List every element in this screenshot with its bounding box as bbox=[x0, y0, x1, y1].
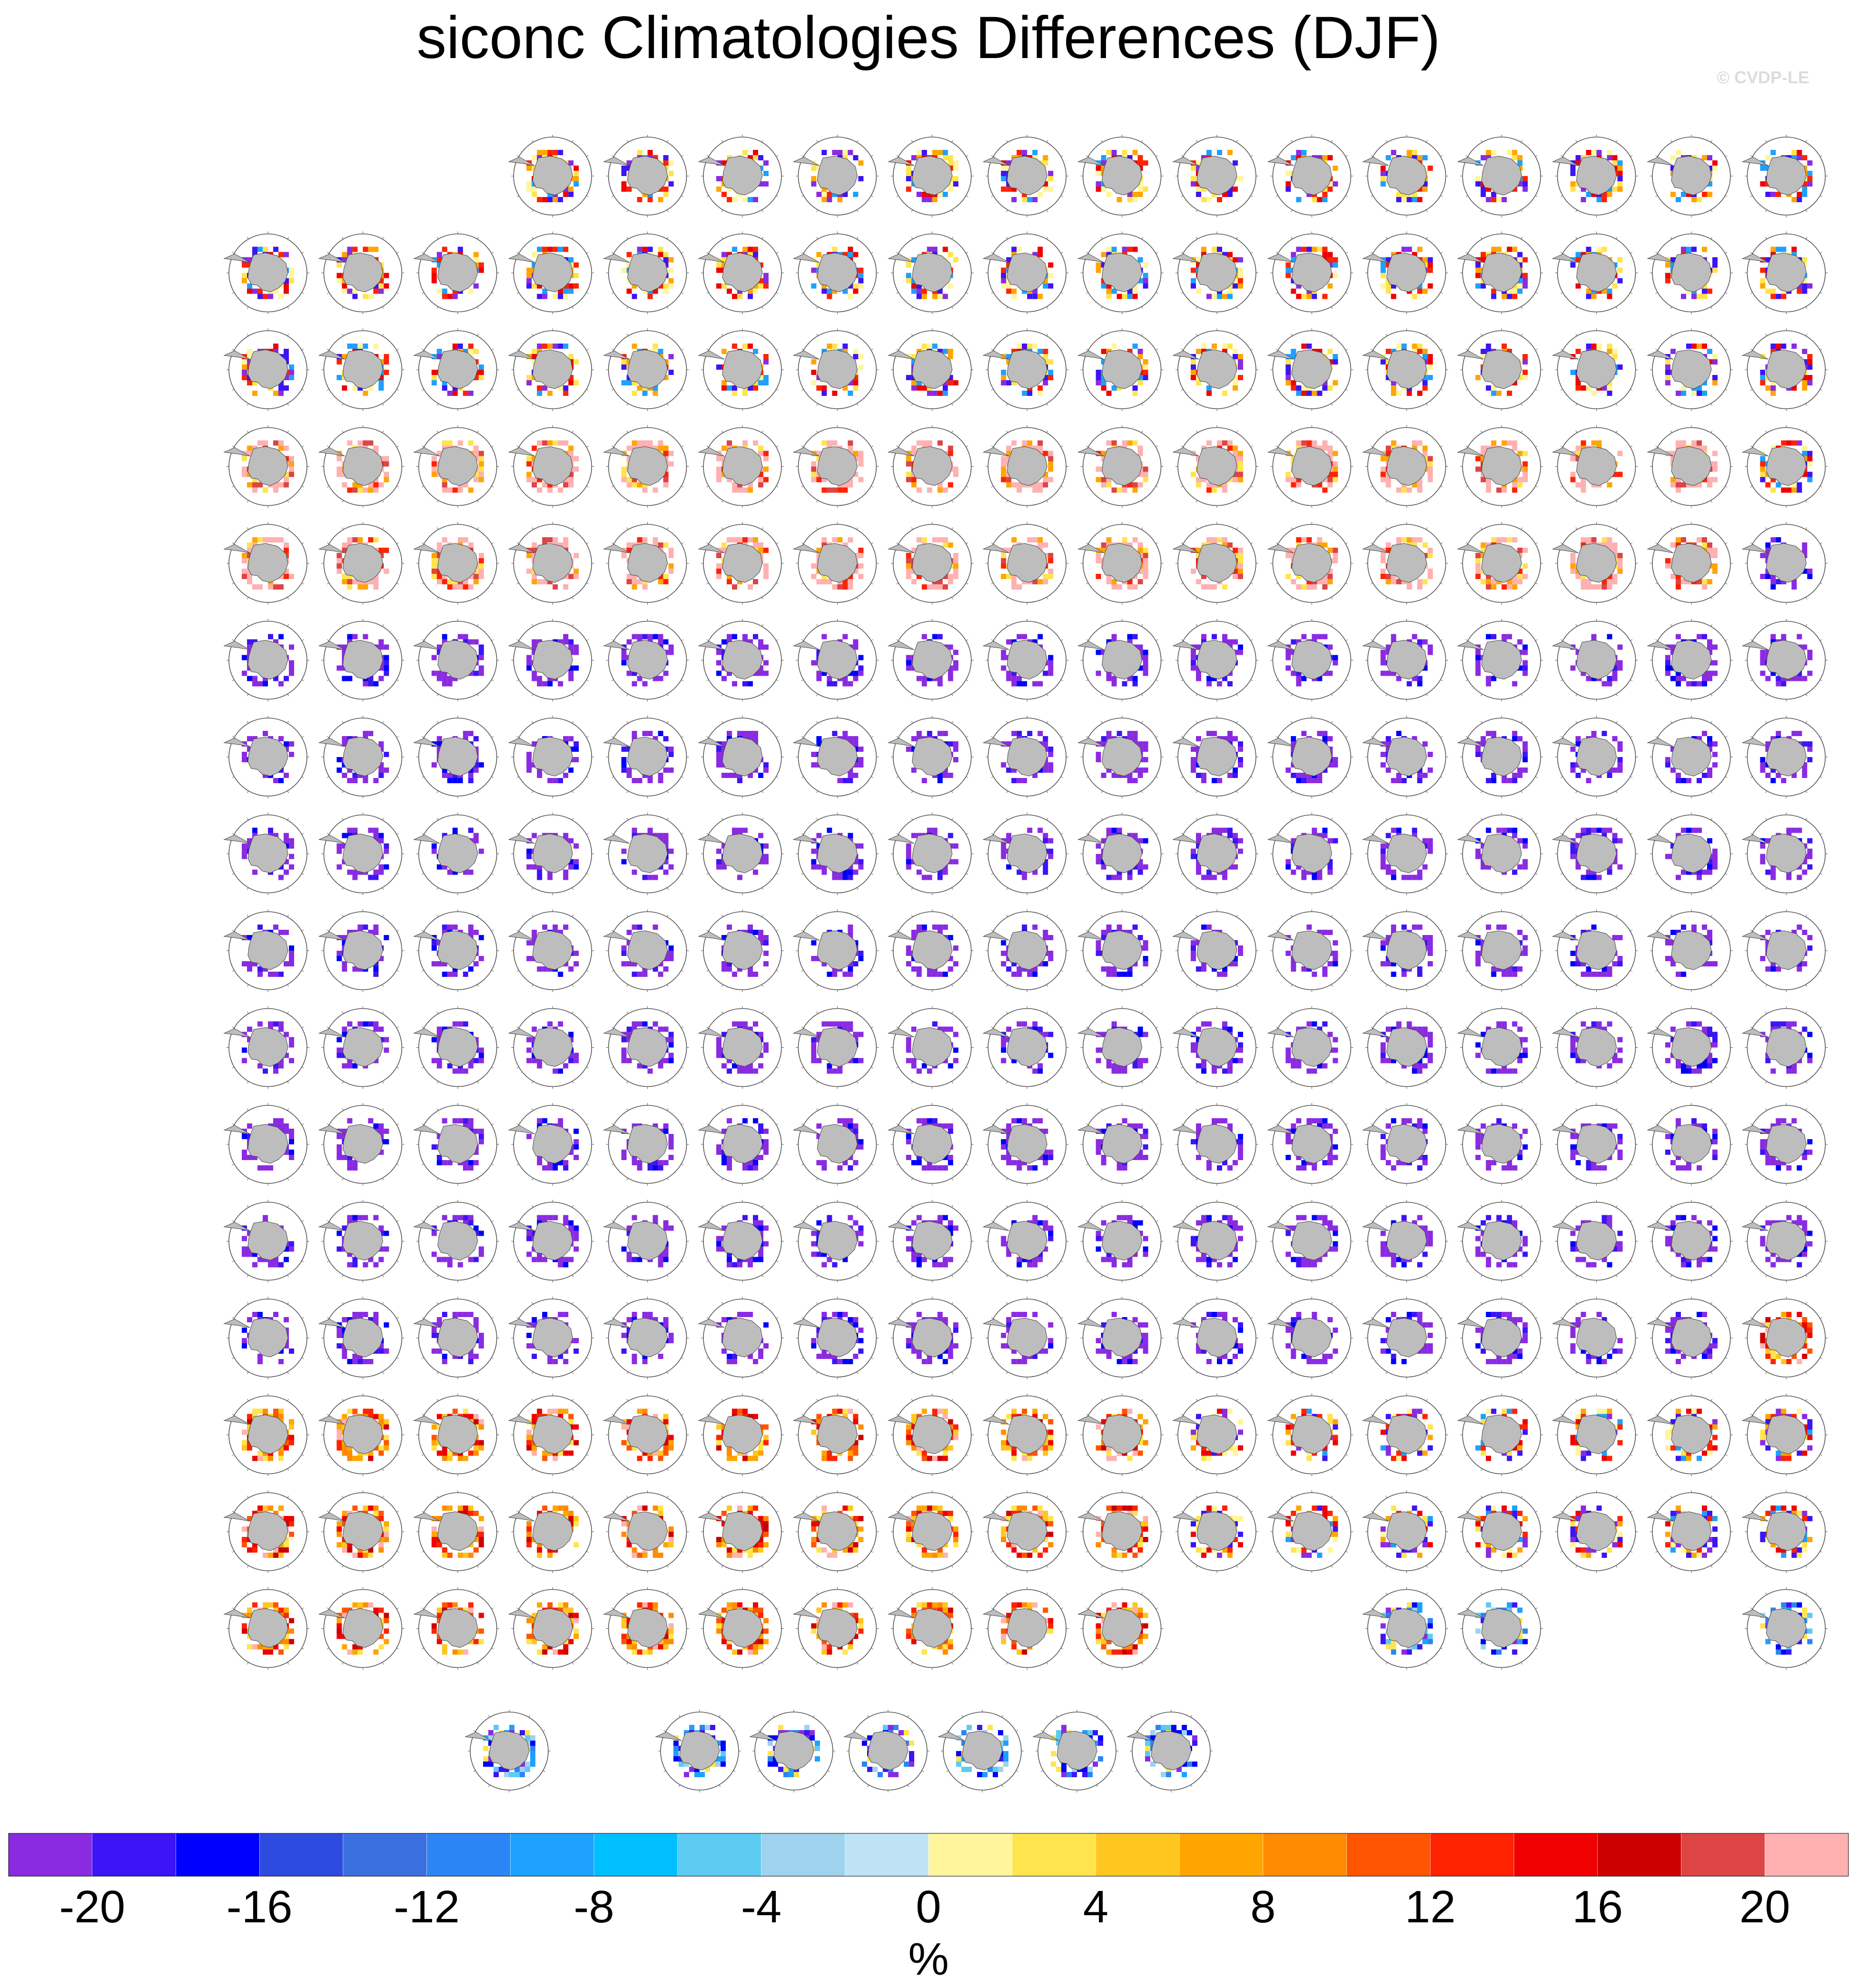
figure-title: siconc Climatologies Differences (DJF) bbox=[416, 5, 1441, 71]
watermark: © CVDP-LE bbox=[1717, 68, 1809, 87]
